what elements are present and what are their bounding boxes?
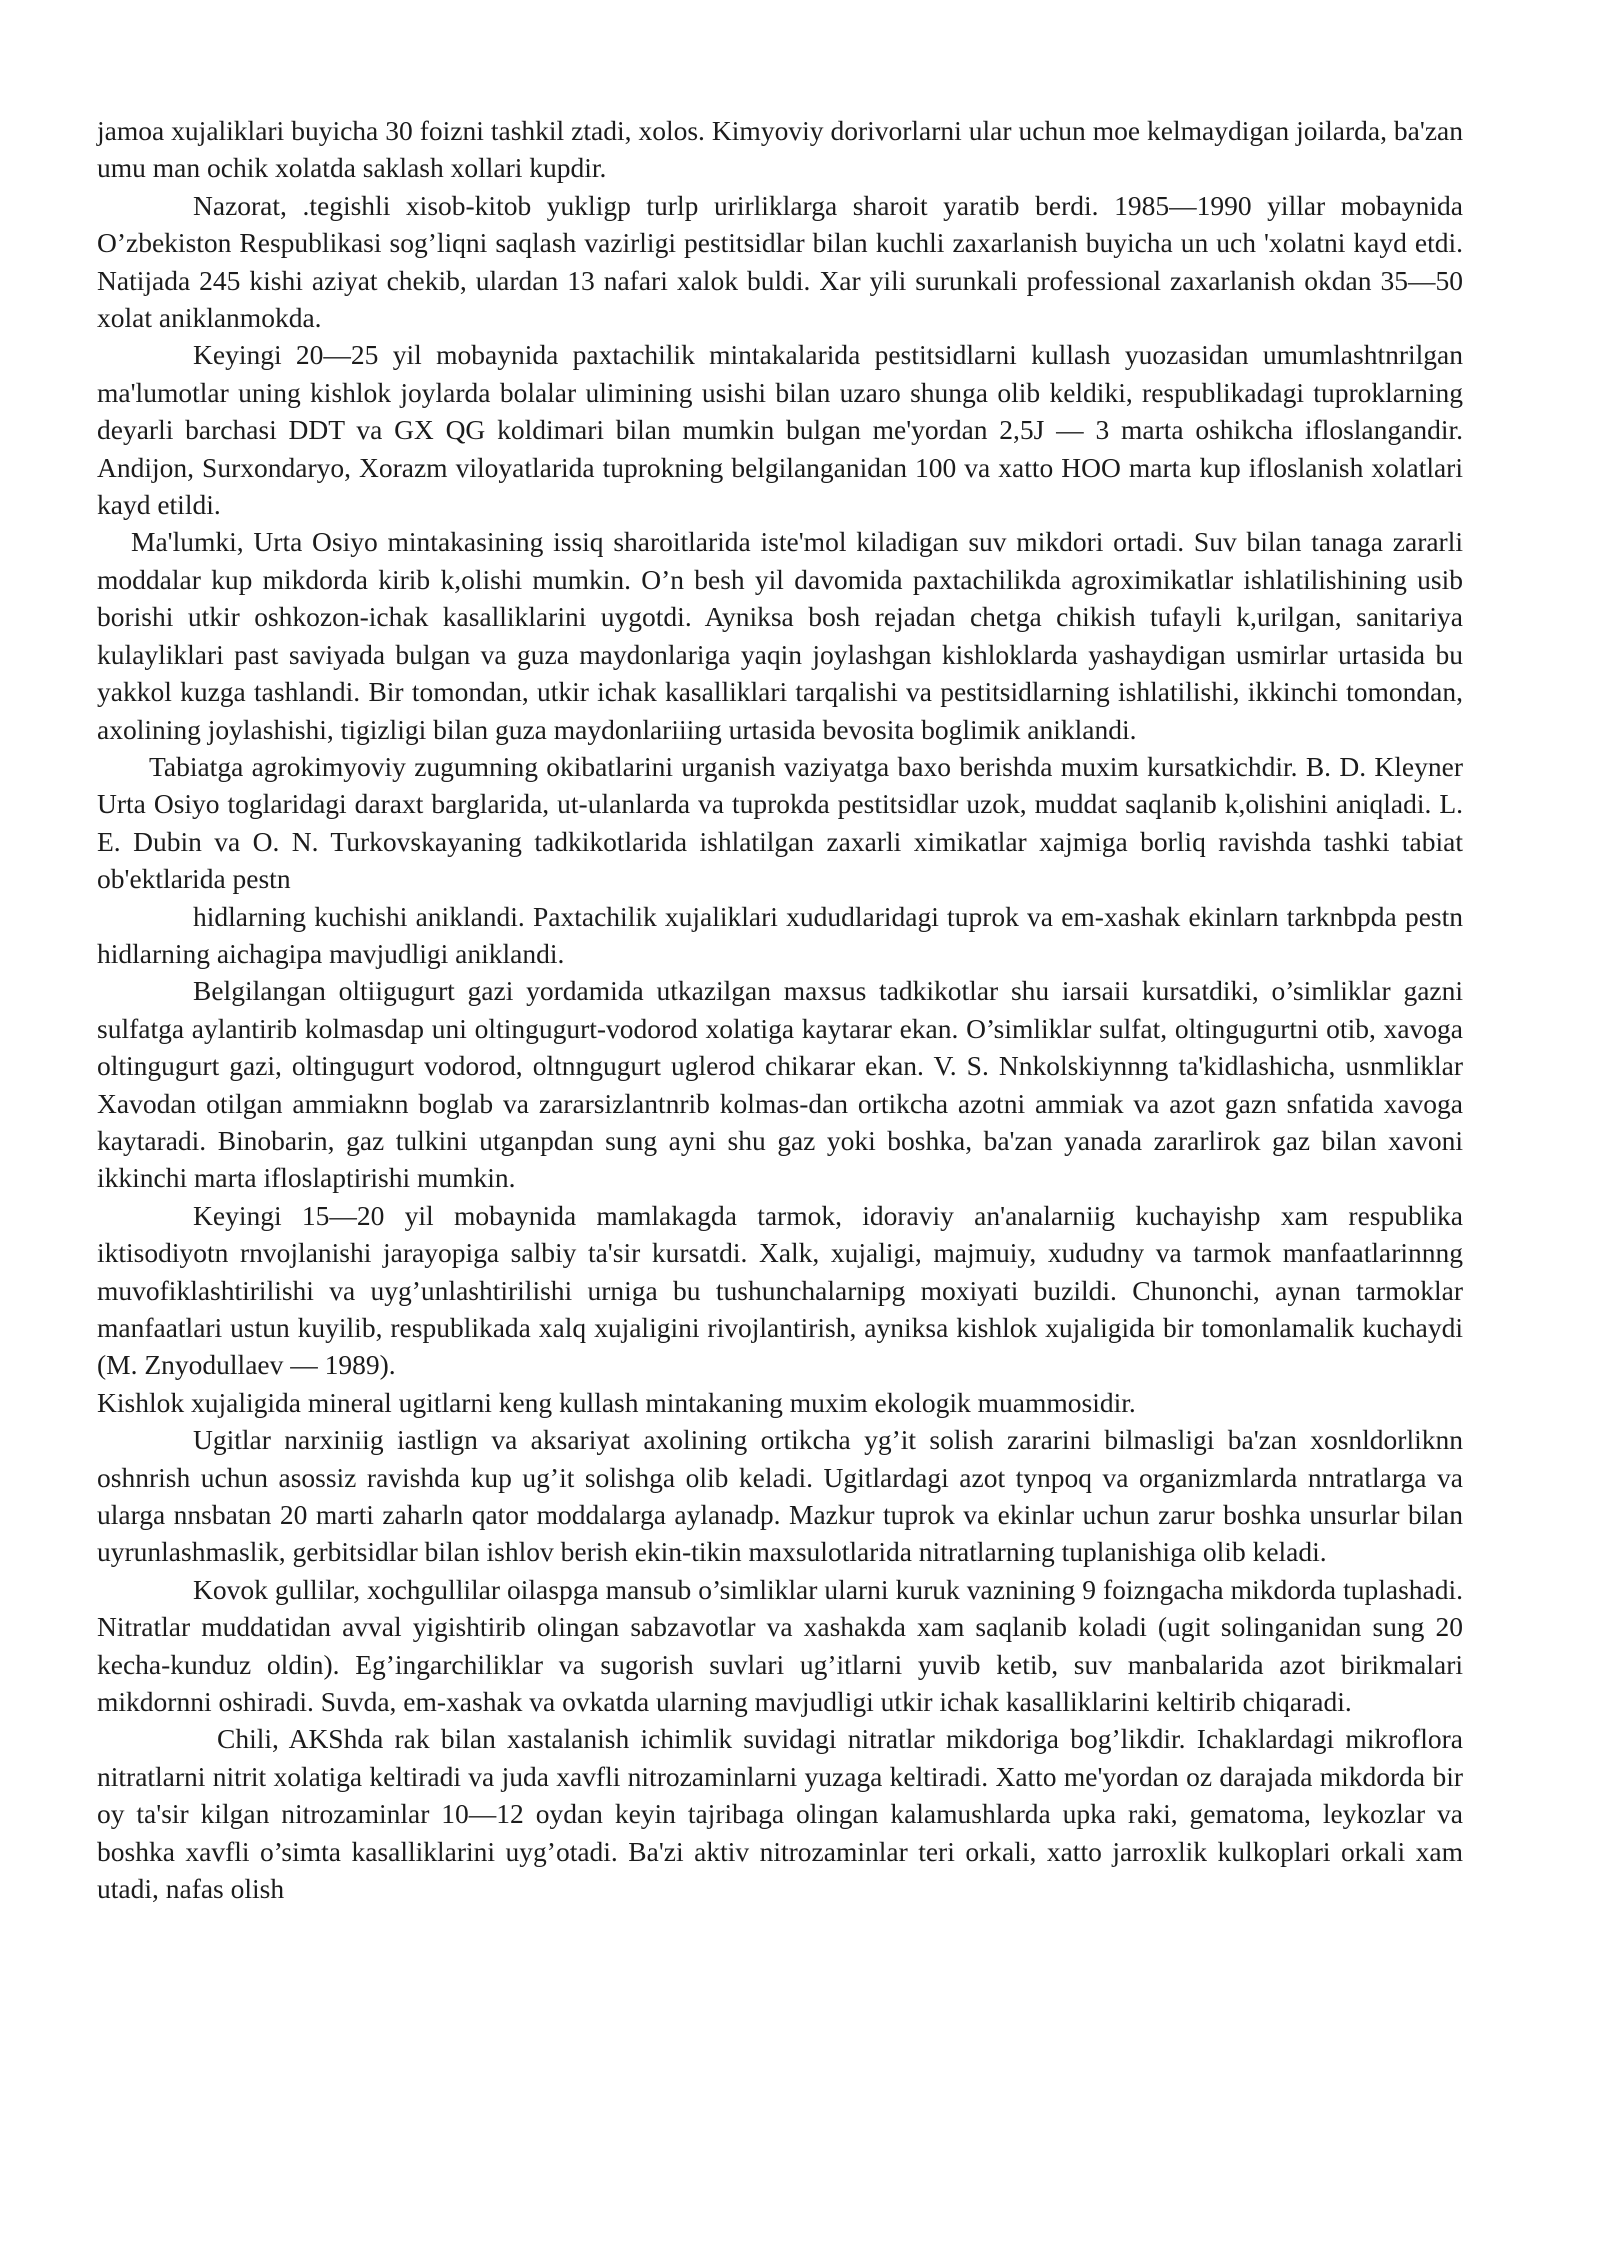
paragraph-4: Ma'lumki, Urta Osiyo mintakasining issiq sharoitlarida iste'mol kiladigan suv mikdori ortadi. Suv bilan tanaga zararli moddalar kup mikdorda kirib k,olishi mumkin. O’n besh yil davomida paxtachilikda agroximikatlar ishlatilishining usib borishi utkir oshkozon-ichak kasalliklarini uygotdi. Ayniksa bosh rejadan chetga chikish tufayli k,urilgan, sanitariya kulayliklari past saviyada bulgan va guza maydonlariga yaqin joylashgan kishloklarda yashaydigan usmirlar urtasida bu yakkol kuzga tashlandi. Bir tomondan, utkir ichak kasalliklari tarqalishi va pestitsidlarning ishlatilishi, ikkinchi tomondan, axolining joylashishi, tigizligi bilan guza maydonlariiing urtasida bevosita boglimik aniklandi. [97, 526, 1463, 745]
document-page [97, 112, 1463, 1908]
paragraph-8: Keyingi 15—20 yil mobaynida mamlakagda tarmok, idoraviy an'analarniig kuchayishp xam respublika iktisodiyotn rnvojlanishi jarayopiga salbiy ta'sir kursatdi. Xalk, xujaligi, majmuiy, xududny va tarmok manfaatlarinnng muvofiklashtirilishi va uyg’unlashtirilishi urniga bu tushunchalarnipg moxiyati buzildi. Chunonchi, aynan tarmoklar manfaatlari ustun kuyilib, respublikada xalq xujaligini rivojlantirish, ayniksa kishlok xujaligida bir tomonlamalik kuchaydi (M. Znyodullaev — 1989). [97, 1199, 1463, 1381]
paragraph-3: Keyingi 20—25 yil mobaynida paxtachilik mintakalarida pestitsidlarni kullash yuozasidan umumlashtnrilgan ma'lumotlar uning kishlok joylarda bolalar ulimining usishi bilan uzaro shunga olib keldiki, respublikadagi tuproklarning deyarli barchasi DDT va GX QG koldimari bilan mumkin bulgan me'yordan 2,5J — 3 marta oshikcha ifloslangandir. Andijon, Surxondaryo, Xorazm viloyatlarida tuprokning belgilanganidan 100 va xatto HOO marta kup ifloslanish xolatlari kayd etildi. [97, 339, 1463, 521]
paragraph-5: Tabiatga agrokimyoviy zugumning okibatlarini urganish vaziyatga baxo berishda muxim kursatkichdir. B. D. Kleyner Urta Osiyo toglaridagi daraxt barglarida, ut-ulanlarda va tuprokda pestitsidlar uzok, muddat saqlanib k,olishini aniqladi. L. E. Dubin va O. N. Turkovskayaning tadkikotlarida ishlatilgan zaxarli ximikatlar xajmiga borliq ravishda tashki tabiat ob'ektlarida pestn [97, 750, 1463, 895]
paragraph-12: Chili, AKShda rak bilan xastalanish ichimlik suvidagi nitratlar mikdoriga bog’likdir. Ichaklardagi mikroflora nitratlarni nitrit xolatiga keltiradi va juda xavfli nitrozaminlarni yuzaga keltiradi. Xatto me'yordan oz darajada mikdorda bir oy ta'sir kilgan nitrozaminlar 10—12 oydan keyin tajribaga olingan kalamushlarda upka raki, gematoma, leykozlar va boshka xavfli o’simta kasalliklarini uyg’otadi. Ba'zi aktiv nitrozaminlar teri orkali, xatto jarroxlik kulkoplari orkali xam utadi, nafas olish [97, 1723, 1463, 1905]
paragraph-2: Nazorat, .tegishli xisob-kitob yukligp turlp urirliklarga sharoit yaratib berdi. 1985—1990 yillar mobaynida O’zbekiston Respublikasi sog’liqni saqlash vazirligi pestitsidlar bilan kuchli zaxarlanish buyicha un uch 'xolatni kayd etdi. Natijada 245 kishi aziyat chekib, ulardan 13 nafari xalok buldi. Xar yili surunkali professional zaxarlanish okdan 35—50 xolat aniklanmokda. [97, 189, 1463, 334]
paragraph-9: Kishlok xujaligida mineral ugitlarni keng kullash mintakaning muxim ekologik muammosidir. [97, 1386, 1136, 1418]
paragraph-6: hidlarning kuchishi aniklandi. Paxtachilik xujaliklari xududlaridagi tuprok va em-xashak ekinlarn tarknbpda pestn hidlarning aichagipa mavjudligi aniklandi. [97, 900, 1463, 969]
paragraph-11: Kovok gullilar, xochgullilar oilaspga mansub o’simliklar ularni kuruk vaznining 9 foizngacha mikdorda tuplashadi. Nitratlar muddatidan avval yigishtirib olingan sabzavotlar va xashakda xam saqlanib koladi (ugit solinganidan sung 20 kecha-kunduz oldin). Eg’ingarchiliklar va sugorish suvlari ug’itlarni yuvib ketib, suv manbalarida azot birikmalari mikdornni oshiradi. Suvda, em-xashak va ovkatda ularning mavjudligi utkir ichak kasalliklarini keltirib chiqaradi. [97, 1573, 1463, 1718]
paragraph-1: jamoa xujaliklari buyicha 30 foizni tashkil ztadi, xolos. Kimyoviy dorivorlarni ular uchun moe kelmaydigan joilarda, ba'zan umu man ochik xolatda saklash xollari kupdir. [97, 115, 1463, 184]
paragraph-7: Belgilangan oltiigugurt gazi yordamida utkazilgan maxsus tadkikotlar shu iarsaii kursatdiki, o’simliklar gazni sulfatga aylantirib kolmasdap uni oltingugurt-vodorod xolatiga kaytarar ekan. O’simliklar sulfat, oltingugurtni otib, xavoga oltingugurt gazi, oltingugurt vodorod, oltnngugurt uglerod chikarar ekan. V. S. Nnkolskiynnng ta'kidlashicha, usnmliklar Xavodan otilgan ammiaknn boglab va zararsizlantnrib kolmas-dan ortikcha azotni ammiak va azot gazn snfatida xavoga kaytaradi. Binobarin, gaz tulkini utganpdan sung ayni shu gaz yoki boshka, ba'zan yanada zararlirok gaz bilan xavoni ikkinchi marta ifloslaptirishi mumkin. [97, 975, 1463, 1194]
paragraph-10: Ugitlar narxiniig iastlign va aksariyat axolining ortikcha yg’it solish zararini bilmasligi ba'zan xosnldorliknn oshnrish uchun asossiz ravishda kup ug’it solishga olib keladi. Ugitlardagi azot tynpoq va organizmlarda nntratlarga va ularga nnsbatan 20 marti zaharln qator moddalarga aylanadp. Mazkur tuprok va ekinlar uchun zarur boshka unsurlar bilan uyrunlashmaslik, gerbitsidlar bilan ishlov berish ekin-tikin maxsulotlarida nitratlarning tuplanishiga olib keladi. [97, 1424, 1463, 1568]
